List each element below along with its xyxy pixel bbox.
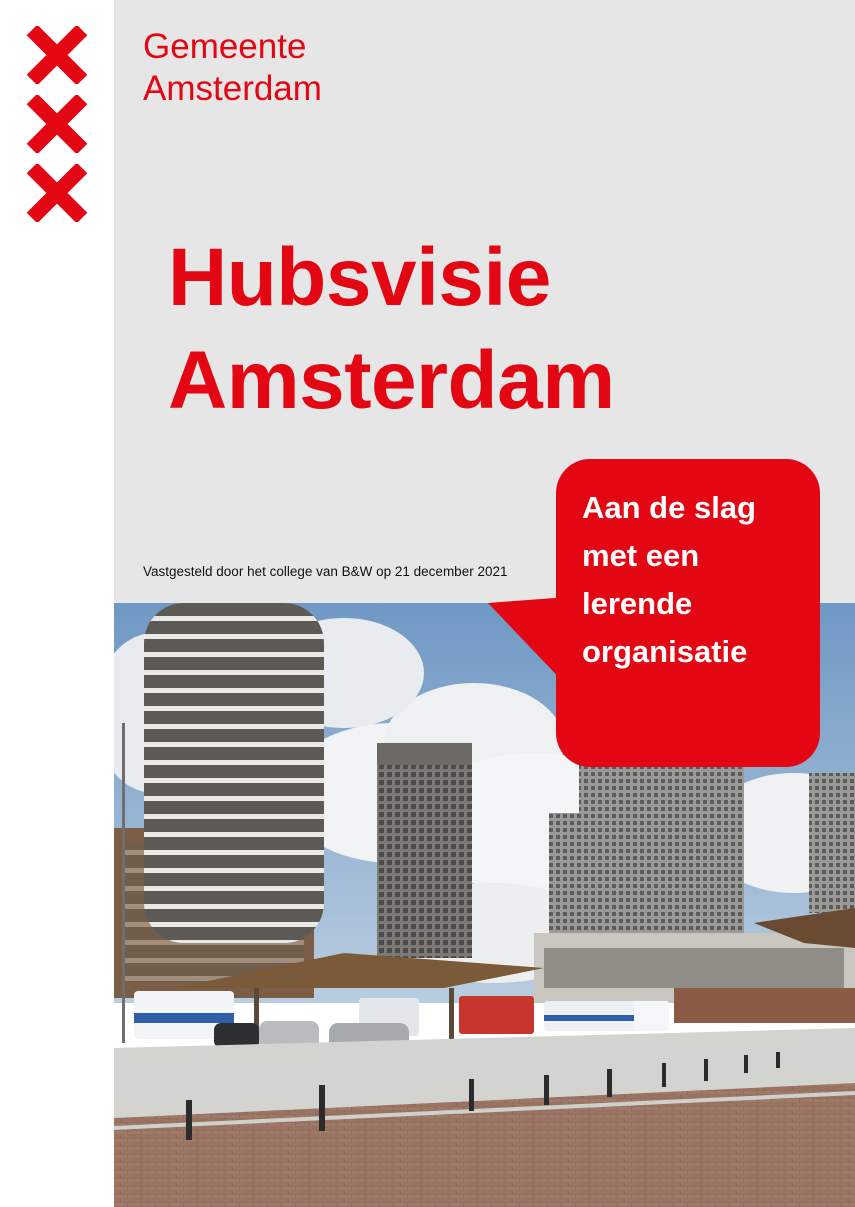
callout-line4: organisatie [582, 634, 748, 669]
title-line1: Hubsvisie [168, 232, 551, 323]
callout-line2: met een [582, 538, 700, 573]
callout-line1: Aan de slag [582, 490, 756, 525]
title-line2: Amsterdam [168, 335, 615, 426]
org-name-line2: Amsterdam [143, 69, 322, 108]
amsterdam-logo [26, 26, 88, 233]
cross-icon [26, 95, 88, 153]
adoption-note: Vastgesteld door het college van B&W op 21 december 2021 [143, 564, 508, 579]
callout-line3: lerende [582, 586, 693, 621]
callout-text [582, 484, 812, 676]
document-title [168, 226, 615, 432]
cross-icon [26, 164, 88, 222]
cross-icon [26, 26, 88, 84]
organization-name [143, 26, 322, 110]
org-name-line1: Gemeente [143, 27, 307, 66]
